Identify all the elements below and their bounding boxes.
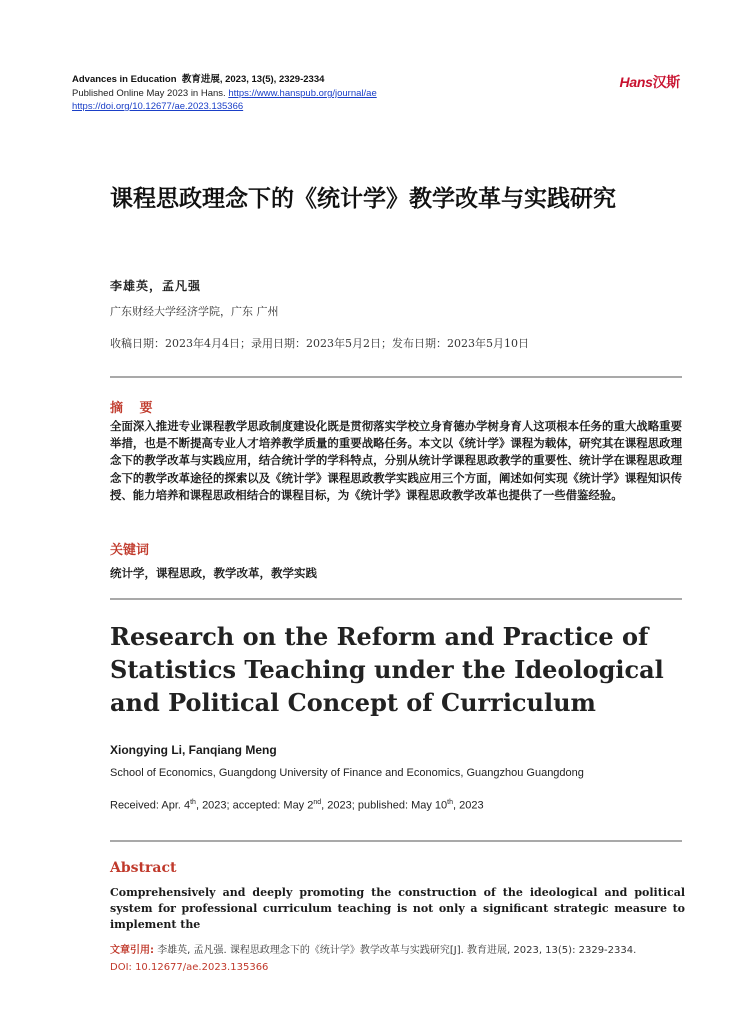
citation-doi: DOI: 10.12677/ae.2023.135366 (110, 962, 269, 973)
logo-zh-text: 汉斯 (652, 74, 680, 90)
en-dates (110, 799, 484, 812)
divider (110, 598, 682, 600)
en-abstract-heading: Abstract (110, 860, 177, 876)
published-online: Published Online May 2023 in Hans. (72, 88, 226, 99)
en-abstract-text: Comprehensively and deeply promoting the construction of the ideological and political system for professional curriculum teaching is not only a significant strategic measure to implement the (110, 886, 685, 931)
received-sup: th (190, 799, 196, 806)
accepted-text: , 2023; accepted: May 2 (195, 799, 314, 812)
accepted-sup: nd (313, 799, 322, 806)
published-sup: th (447, 799, 453, 806)
zh-authors: 李雄英，孟凡强 (110, 279, 202, 293)
zh-abstract-text: 全面深入推进专业课程教学思政制度建设化既是贯彻落实学校立身育德办学树身育人这项根本任务的重大战略重要举措，也是不断提高专业人才培养教学质量的重要战略任务。本文以《统计学》课程为载体，研究其在课程思政理念下的教学改革与实践应用，结合统计学的学科特点，分别从统计学课程思政教学的重要性、统计学在课程思政理念下的教学改革途径的探索以及《统计学》课程思政教学实践应用三个方面，阐述如何实现《统计学》课程知识传授、能力培养和课程思政相结合的课程目标，为《统计学》课程思政教学改革也提供了一些借鉴经验。 (110, 419, 682, 502)
doi-url-link[interactable]: https://doi.org/10.12677/ae.2023.135366 (72, 101, 244, 112)
doi-line (72, 101, 243, 113)
journal-name: Advances in Education (72, 74, 177, 85)
citation-text: 李雄英, 孟凡强. 课程思政理念下的《统计学》教学改革与实践研究[J]. 教育进展, 2023, 13(5): 2329-2334. (157, 945, 637, 956)
dates-end: , 2023 (453, 799, 484, 812)
divider (110, 376, 682, 378)
en-authors: Xiongying Li, Fanqiang Meng (110, 743, 277, 757)
journal-zh-info: 教育进展, 2023, 13(5), 2329-2334 (181, 74, 325, 85)
zh-affiliation: 广东财经大学经济学院，广东 广州 (110, 305, 279, 318)
zh-dates: 收稿日期：2023年4月4日；录用日期：2023年5月2日；发布日期：2023年5月10日 (110, 337, 529, 350)
en-affiliation: School of Economics, Guangdong University of Finance and Economics, Guangzhou Guangdong (110, 767, 584, 779)
published-text: , 2023; published: May 10 (321, 799, 448, 812)
journal-url-link[interactable]: https://www.hanspub.org/journal/ae (228, 88, 377, 99)
en-title: Research on the Reform and Practice of Statistics Teaching under the Ideological and Political Concept of Curriculum (110, 622, 664, 717)
received-text: Received: Apr. 4 (110, 799, 191, 812)
citation-label: 文章引用: (110, 945, 154, 956)
zh-title: 课程思政理念下的《统计学》教学改革与实践研究 (110, 186, 616, 212)
zh-abstract-heading: 摘 要 (110, 401, 159, 416)
citation (110, 942, 700, 976)
zh-keywords-heading: 关键词 (110, 543, 150, 558)
divider (110, 840, 682, 842)
zh-keywords: 统计学，课程思政，教学改革，教学实践 (110, 566, 317, 580)
journal-header (72, 74, 324, 86)
logo-hans-text: Hans (619, 74, 653, 90)
hans-logo (620, 72, 680, 92)
published-line (72, 88, 377, 100)
